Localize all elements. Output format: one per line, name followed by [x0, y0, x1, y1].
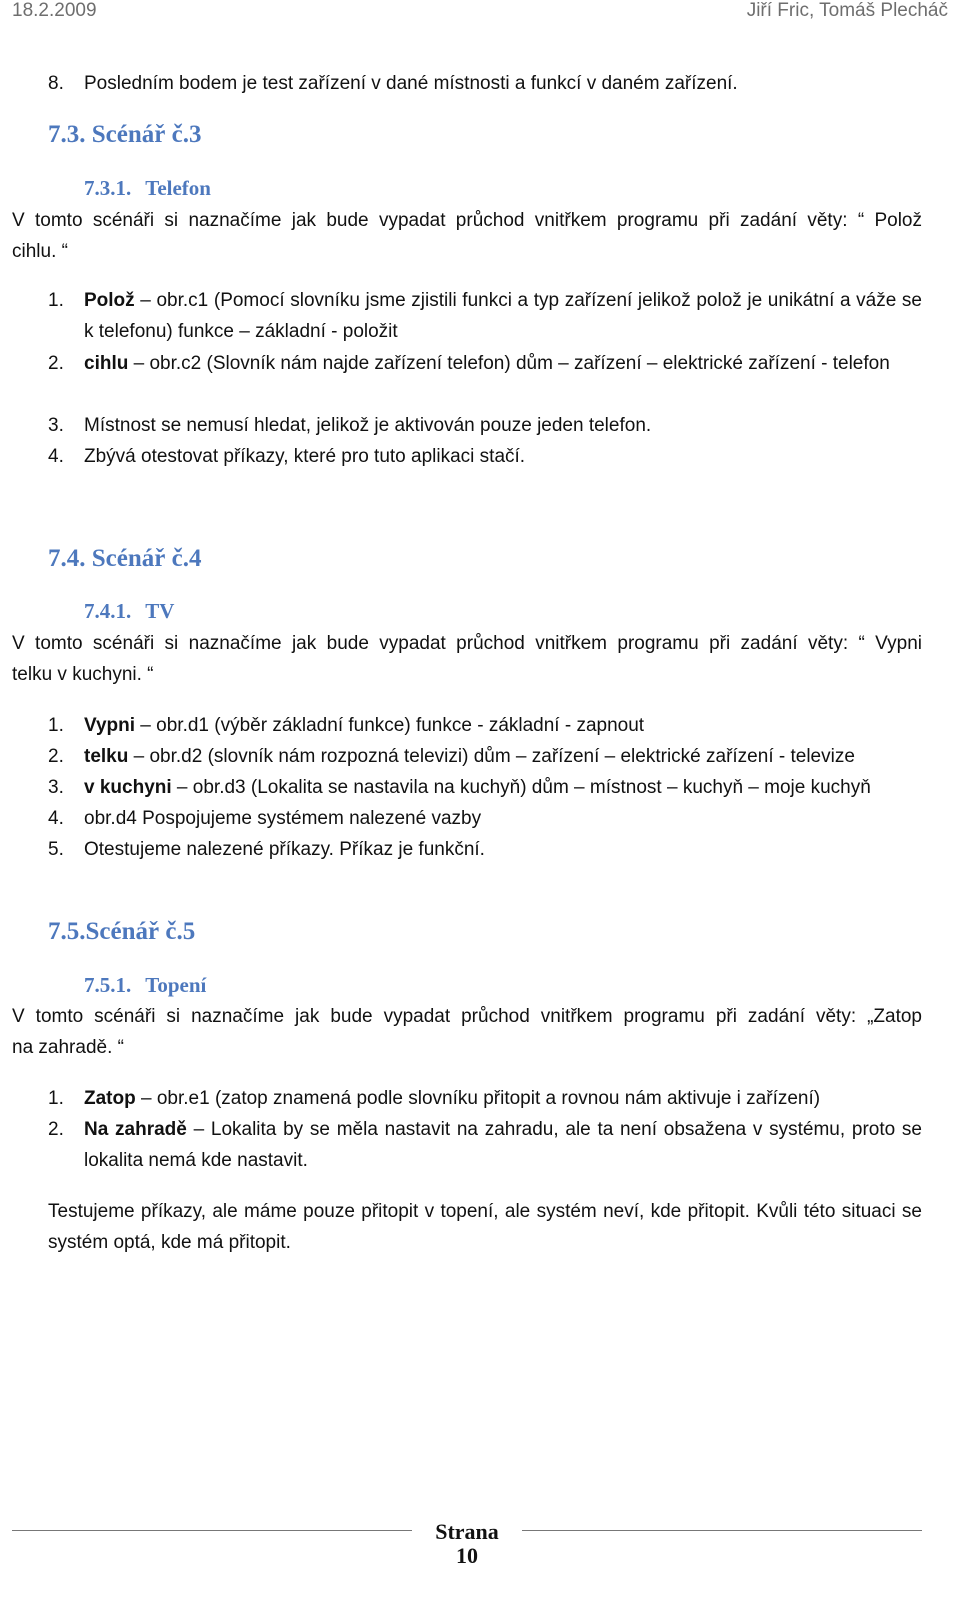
list-item-text: Místnost se nemusí hledat, jelikož je aktivován pouze jeden telefon.: [84, 415, 652, 436]
footer-divider-right: [522, 1530, 922, 1531]
intro-paragraph: [12, 628, 922, 690]
subsection-number: 7.5.1.: [84, 973, 132, 997]
list-item-text: [84, 741, 922, 772]
list-item: [48, 1114, 922, 1176]
list-item-detail: – obr.e1 (zatop znamená podle slovníku přitopit a rovnou nám aktivuje i zařízení): [135, 1088, 821, 1109]
subsection-heading-7-4-1: [84, 599, 174, 624]
subsection-title: Telefon: [145, 176, 211, 200]
list-item-number: 1.: [48, 290, 64, 311]
list-item-number: 1.: [48, 1088, 64, 1109]
page-number: [417, 1520, 517, 1568]
list-item-number: 2.: [48, 1119, 64, 1140]
subsection-heading-7-3-1: [84, 176, 211, 201]
list-item-text: Posledním bodem je test zařízení v dané místnosti a funkcí v daném zařízení.: [84, 73, 738, 94]
header-date: 18.2.2009: [12, 0, 97, 21]
intro-line: V tomto scénáři si naznačíme jak bude vypadat průchod vnitřkem programu při zadání věty: “ Vypni: [12, 633, 922, 654]
intro-line: V tomto scénáři si naznačíme jak bude vypadat průchod vnitřkem programu při zadání věty: „Zatop: [12, 1006, 922, 1027]
list-item-text: [84, 285, 922, 347]
list-item-text: Otestujeme nalezené příkazy. Příkaz je funkční.: [84, 839, 485, 860]
section-heading-7-5: 7.5.Scénář č.5: [48, 918, 196, 945]
list-item-keyword: cihlu: [84, 353, 129, 374]
list-item-number: 8.: [48, 73, 64, 94]
list-item-number: 2.: [48, 746, 64, 767]
list-item-number: 4.: [48, 808, 64, 829]
page-header: [12, 0, 948, 28]
list-item-keyword: telku: [84, 746, 129, 767]
list-item-detail: – Lokalita by se měla nastavit na zahradu, ale ta není obsažena v systému, proto se lokalita nemá kde nastavit.: [84, 1119, 922, 1171]
footer-divider-left: [12, 1530, 412, 1531]
list-item-text: [84, 1083, 922, 1114]
list-item-number: 4.: [48, 446, 64, 467]
intro-line: telku v kuchyni. “: [12, 664, 154, 685]
list-item-text: obr.d4 Pospojujeme systémem nalezené vazby: [84, 808, 482, 829]
subsection-title: TV: [145, 599, 175, 623]
list-item-detail: – obr.c2 (Slovník nám najde zařízení telefon) dům – zařízení – elektrické zařízení - telefon: [128, 353, 890, 374]
list-item: [48, 285, 922, 347]
list-item-text: [84, 1114, 922, 1176]
section-heading-7-3: 7.3. Scénář č.3: [48, 121, 202, 148]
list-item-detail: – obr.d3 (Lokalita se nastavila na kuchyň) dům – místnost – kuchyň – moje kuchyň: [171, 777, 871, 798]
list-item-number: 1.: [48, 715, 64, 736]
list-item-number: 2.: [48, 353, 64, 374]
list-item-keyword: Vypni: [84, 715, 136, 736]
list-item-keyword: Na zahradě: [84, 1119, 187, 1140]
list-item-number: 3.: [48, 415, 64, 436]
list-item-text: Zbývá otestovat příkazy, které pro tuto aplikaci stačí.: [84, 446, 526, 467]
list-item-detail: – obr.d1 (výběr základní funkce) funkce - základní - zapnout: [135, 715, 645, 736]
intro-line: V tomto scénáři si naznačíme jak bude vypadat průchod vnitřkem programu při zadání věty: “ Polož: [12, 210, 922, 231]
section-heading-7-4: 7.4. Scénář č.4: [48, 545, 202, 572]
subsection-number: 7.4.1.: [84, 599, 132, 623]
intro-line: na zahradě. “: [12, 1037, 124, 1058]
list-item-text: [84, 710, 922, 741]
list-item-detail: – obr.d2 (slovník nám rozpozná televizi) dům – zařízení – elektrické zařízení - televize: [128, 746, 855, 767]
list-item-text: [84, 348, 922, 379]
list-item-text: [84, 772, 922, 803]
page-label: Strana: [435, 1519, 499, 1544]
list-item-keyword: v kuchyni: [84, 777, 172, 798]
subsection-number: 7.3.1.: [84, 176, 132, 200]
intro-paragraph: [12, 205, 922, 267]
list-item-detail: – obr.c1 (Pomocí slovníku jsme zjistili funkci a typ zařízení jelikož polož je unikátní a váže se k telefonu) funkce – základní - položit: [84, 290, 922, 342]
closing-paragraph: Testujeme příkazy, ale máme pouze přitopit v topení, ale systém neví, kde přitopit. Kvůli této situaci se systém optá, kde má přitopit.: [48, 1201, 922, 1253]
subsection-title: Topení: [145, 973, 207, 997]
header-authors: Jiří Fric, Tomáš Plecháč: [746, 0, 948, 21]
subsection-heading-7-5-1: [84, 973, 206, 998]
list-item-keyword: Polož: [84, 290, 135, 311]
page-value: 10: [456, 1543, 478, 1568]
intro-line: cihlu. “: [12, 241, 68, 262]
list-item: [48, 348, 922, 410]
list-item-keyword: Zatop: [84, 1088, 136, 1109]
list-item-number: 3.: [48, 777, 64, 798]
intro-paragraph: [12, 1001, 922, 1063]
list-item-number: 5.: [48, 839, 64, 860]
